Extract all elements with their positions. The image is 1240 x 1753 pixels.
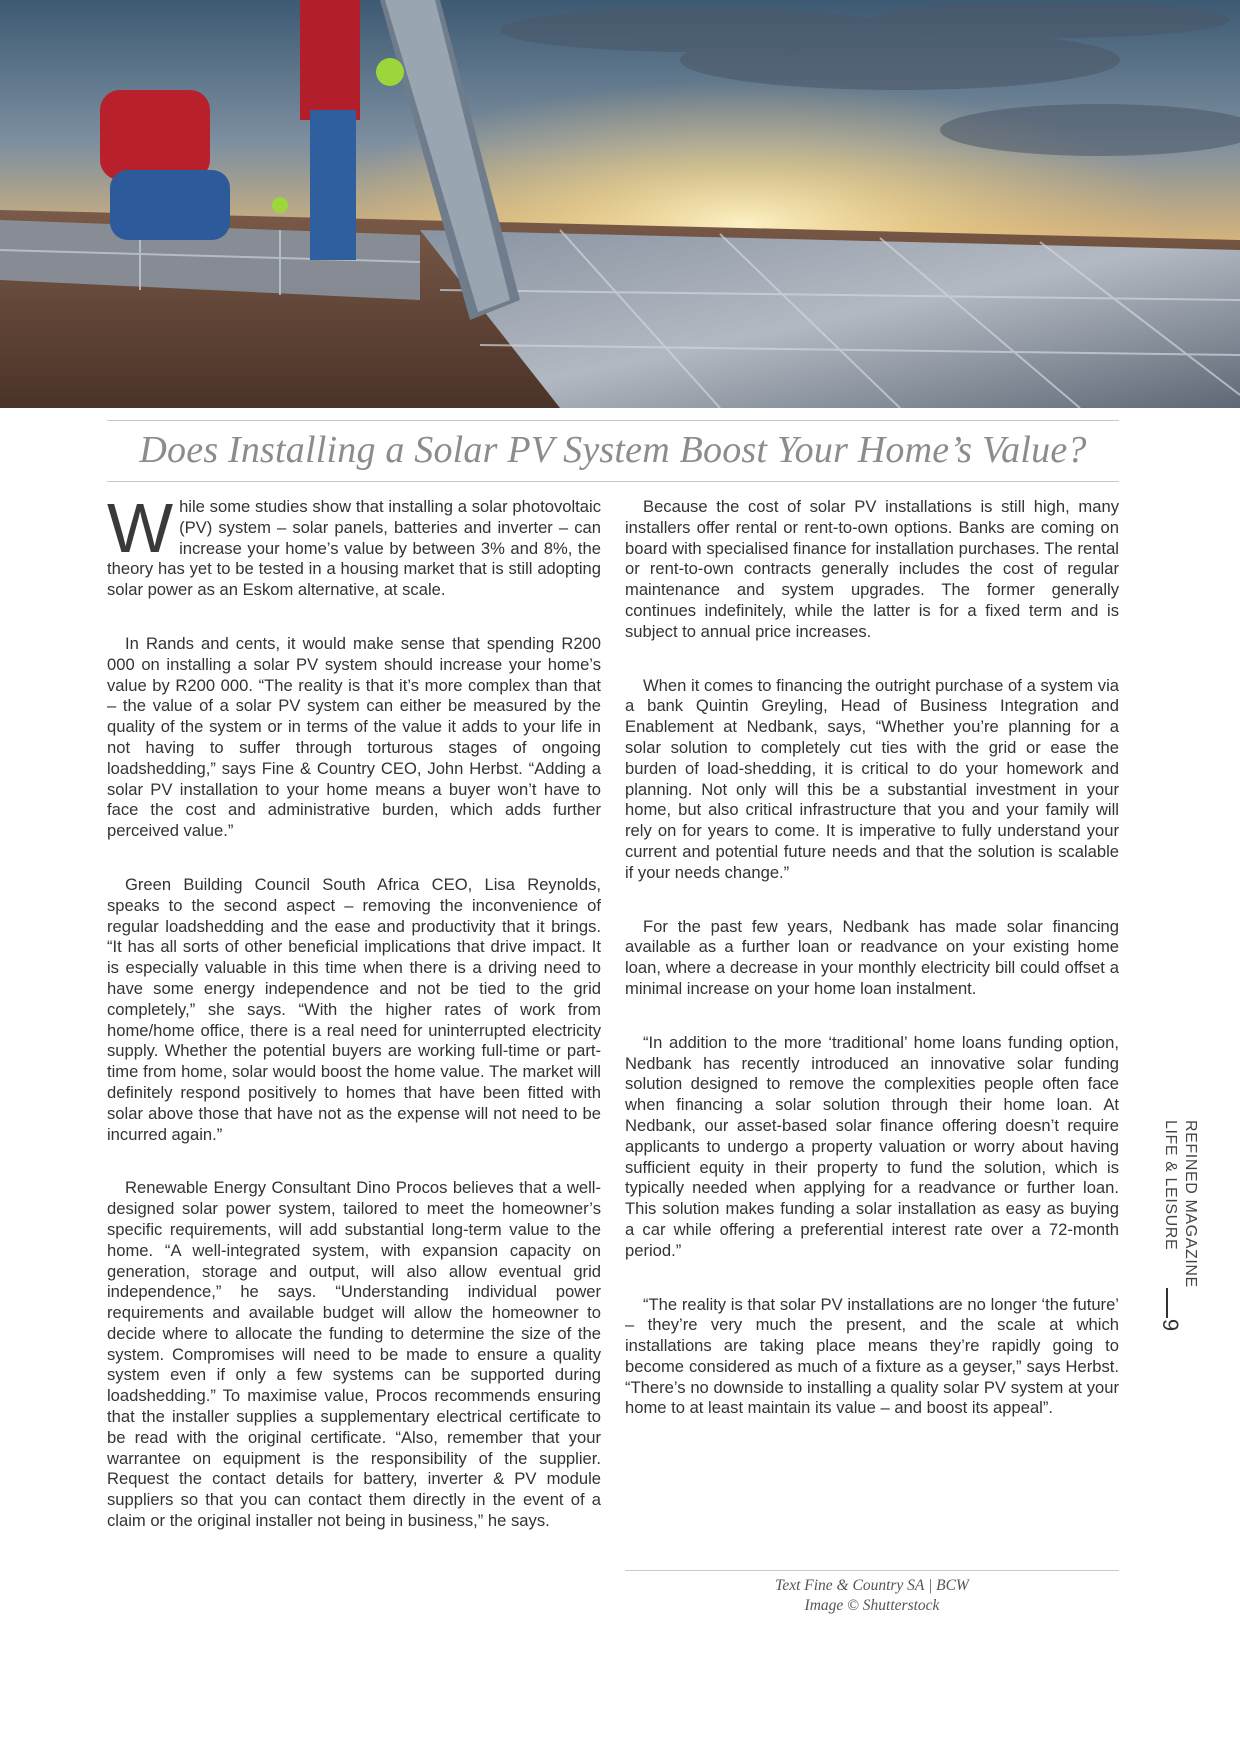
paragraph: When it comes to financing the outright purchase of a system via a bank Quintin Greyling, Head of Business Integration and Enablement at Nedbank, says, “Whether you’re planning for a solar solution to completely cut ties with the grid or ease the burden of load-shedding, it is critical to do your homework and planning. Not only will this be a substantial investment in your home, but also critical infrastructure that you and your family will rely on for years to come. It is imperative to fully understand your current and potential future needs and that the solution is scalable if your needs change.”: [625, 675, 1119, 882]
paragraph-text: hile some studies show that installing a solar photovoltaic (PV) system – solar panels, batteries and inverter – can increase your home’s value by between 3% and 8%, the theory has yet to be tested in a housing market that is still adopting solar power as an Eskom alternative, at scale.: [107, 497, 601, 600]
paragraph: [107, 489, 601, 601]
credits: [625, 1576, 1119, 1616]
hero-photo: [0, 0, 1240, 408]
section-name: LIFE & LEISURE: [1162, 1120, 1179, 1251]
section-label: [1160, 1120, 1200, 1288]
paragraph: Because the cost of solar PV installations is still high, many installers offer rental or rent-to-own options. Banks are coming on board with specialised finance for installation purchases. The rental or rent-to-own contracts generally includes the cost of regular maintenance and system upgrades. The former generally continues indefinitely, while the latter is for a fixed term and is subject to annual price increases.: [625, 497, 1119, 641]
image-credit: Image © Shutterstock: [804, 1597, 940, 1614]
paragraph: Green Building Council South Africa CEO, Lisa Reynolds, speaks to the second aspect – removing the inconvenience of regular loadshedding and the ease and productivity that it brings. “It has all sorts of other beneficial implications that drive impact. It is especially valuable in this time when there is a driving need to have some energy independence and not be tied to the grid completely,” she says. “With the higher rates of work from home/home office, there is a real need for uninterrupted electricity supply. Whether the potential buyers are working full-time or part-time from home, solar would boost the home value. The market will definitely respond positively to homes that have been fitted with solar above those that have not as the expense will not need to be incurred again.”: [107, 874, 601, 1144]
paragraph: For the past few years, Nedbank has made solar financing available as a further loan or readvance on your existing home loan, where a decrease in your monthly electricity bill could offset a minimal increase on your home loan instalment.: [625, 916, 1119, 998]
paragraph: In Rands and cents, it would make sense that spending R200 000 on installing a solar PV system should increase your home’s value by R200 000. “The reality is that it’s more complex than that – the value of a solar PV system can either be measured by the quality of the system or in terms of the value it adds to your life in not having to suffer through torturous stages of ongoing loadshedding,” says Fine & Country CEO, John Herbst. “Adding a solar PV installation to your home means a buyer won’t have to face the cost and administrative burden, which adds further perceived value.”: [107, 633, 601, 841]
magazine-name: REFINED MAGAZINE: [1182, 1120, 1199, 1288]
page-number: 9: [1158, 1318, 1184, 1332]
side-divider: [1166, 1288, 1168, 1318]
paragraph: “The reality is that solar PV installations are no longer ‘the future’ – they’re very much the present, and the scale at which installations are taking place means they’re rapidly going to become considered as much of a fixture as a geyser,” says Herbst. “There’s no downside to installing a quality solar PV system at your home to at least maintain its value – and boost its appeal”.: [625, 1294, 1119, 1418]
article-title: Does Installing a Solar PV System Boost Your Home’s Value?: [139, 429, 1087, 471]
paragraph: “In addition to the more ‘traditional’ home loans funding option, Nedbank has recently introduced an innovative solar funding solution designed to remove the complexities people often face when financing a solar solution through their home loan. At Nedbank, our asset-based solar finance offering doesn’t require applicants to undergo a property valuation or worry about having sufficient equity in their property to fund the solution, which is typically needed when applying for a readvance or further loan. This solution makes funding a solar installation as easy as buying a car while offering a preferential interest rate over a 72-month period.”: [625, 1032, 1119, 1260]
title-rule-top: [107, 420, 1119, 421]
drop-cap: W: [107, 489, 174, 567]
side-running-head: [1152, 1120, 1212, 1340]
credit-rule: [625, 1570, 1119, 1571]
solar-installers-photo: [0, 0, 1240, 408]
paragraph: Renewable Energy Consultant Dino Procos believes that a well-designed solar power system, tailored to meet the homeowner’s specific requirements, will add substantial long-term value to the home. “A well-integrated system, with expansion capacity on generation, storage and output, will also allow eventual grid independence,” he says. “Understanding individual power requirements and available budget will allow the homeowner to decide where to allocate the funding to determine the size of the system. Compromises will need to be made to ensure a quality system even if only a few systems can be supported during loadshedding.” To maximise value, Procos recommends ensuring that the installer supplies a supplementary electrical certificate to be read with the original certificate. “Also, remember that your warrantee on equipment is the responsibility of the supplier. Request the contact details for battery, inverter & PV module suppliers so that you can contact them directly in the event of a claim or the original installer not being in business,” he says.: [107, 1178, 601, 1531]
title-rule-bottom: [107, 481, 1119, 482]
right-column: [625, 497, 1119, 1452]
text-credit: Text Fine & Country SA | BCW: [775, 1577, 969, 1594]
left-column: [107, 489, 601, 1565]
